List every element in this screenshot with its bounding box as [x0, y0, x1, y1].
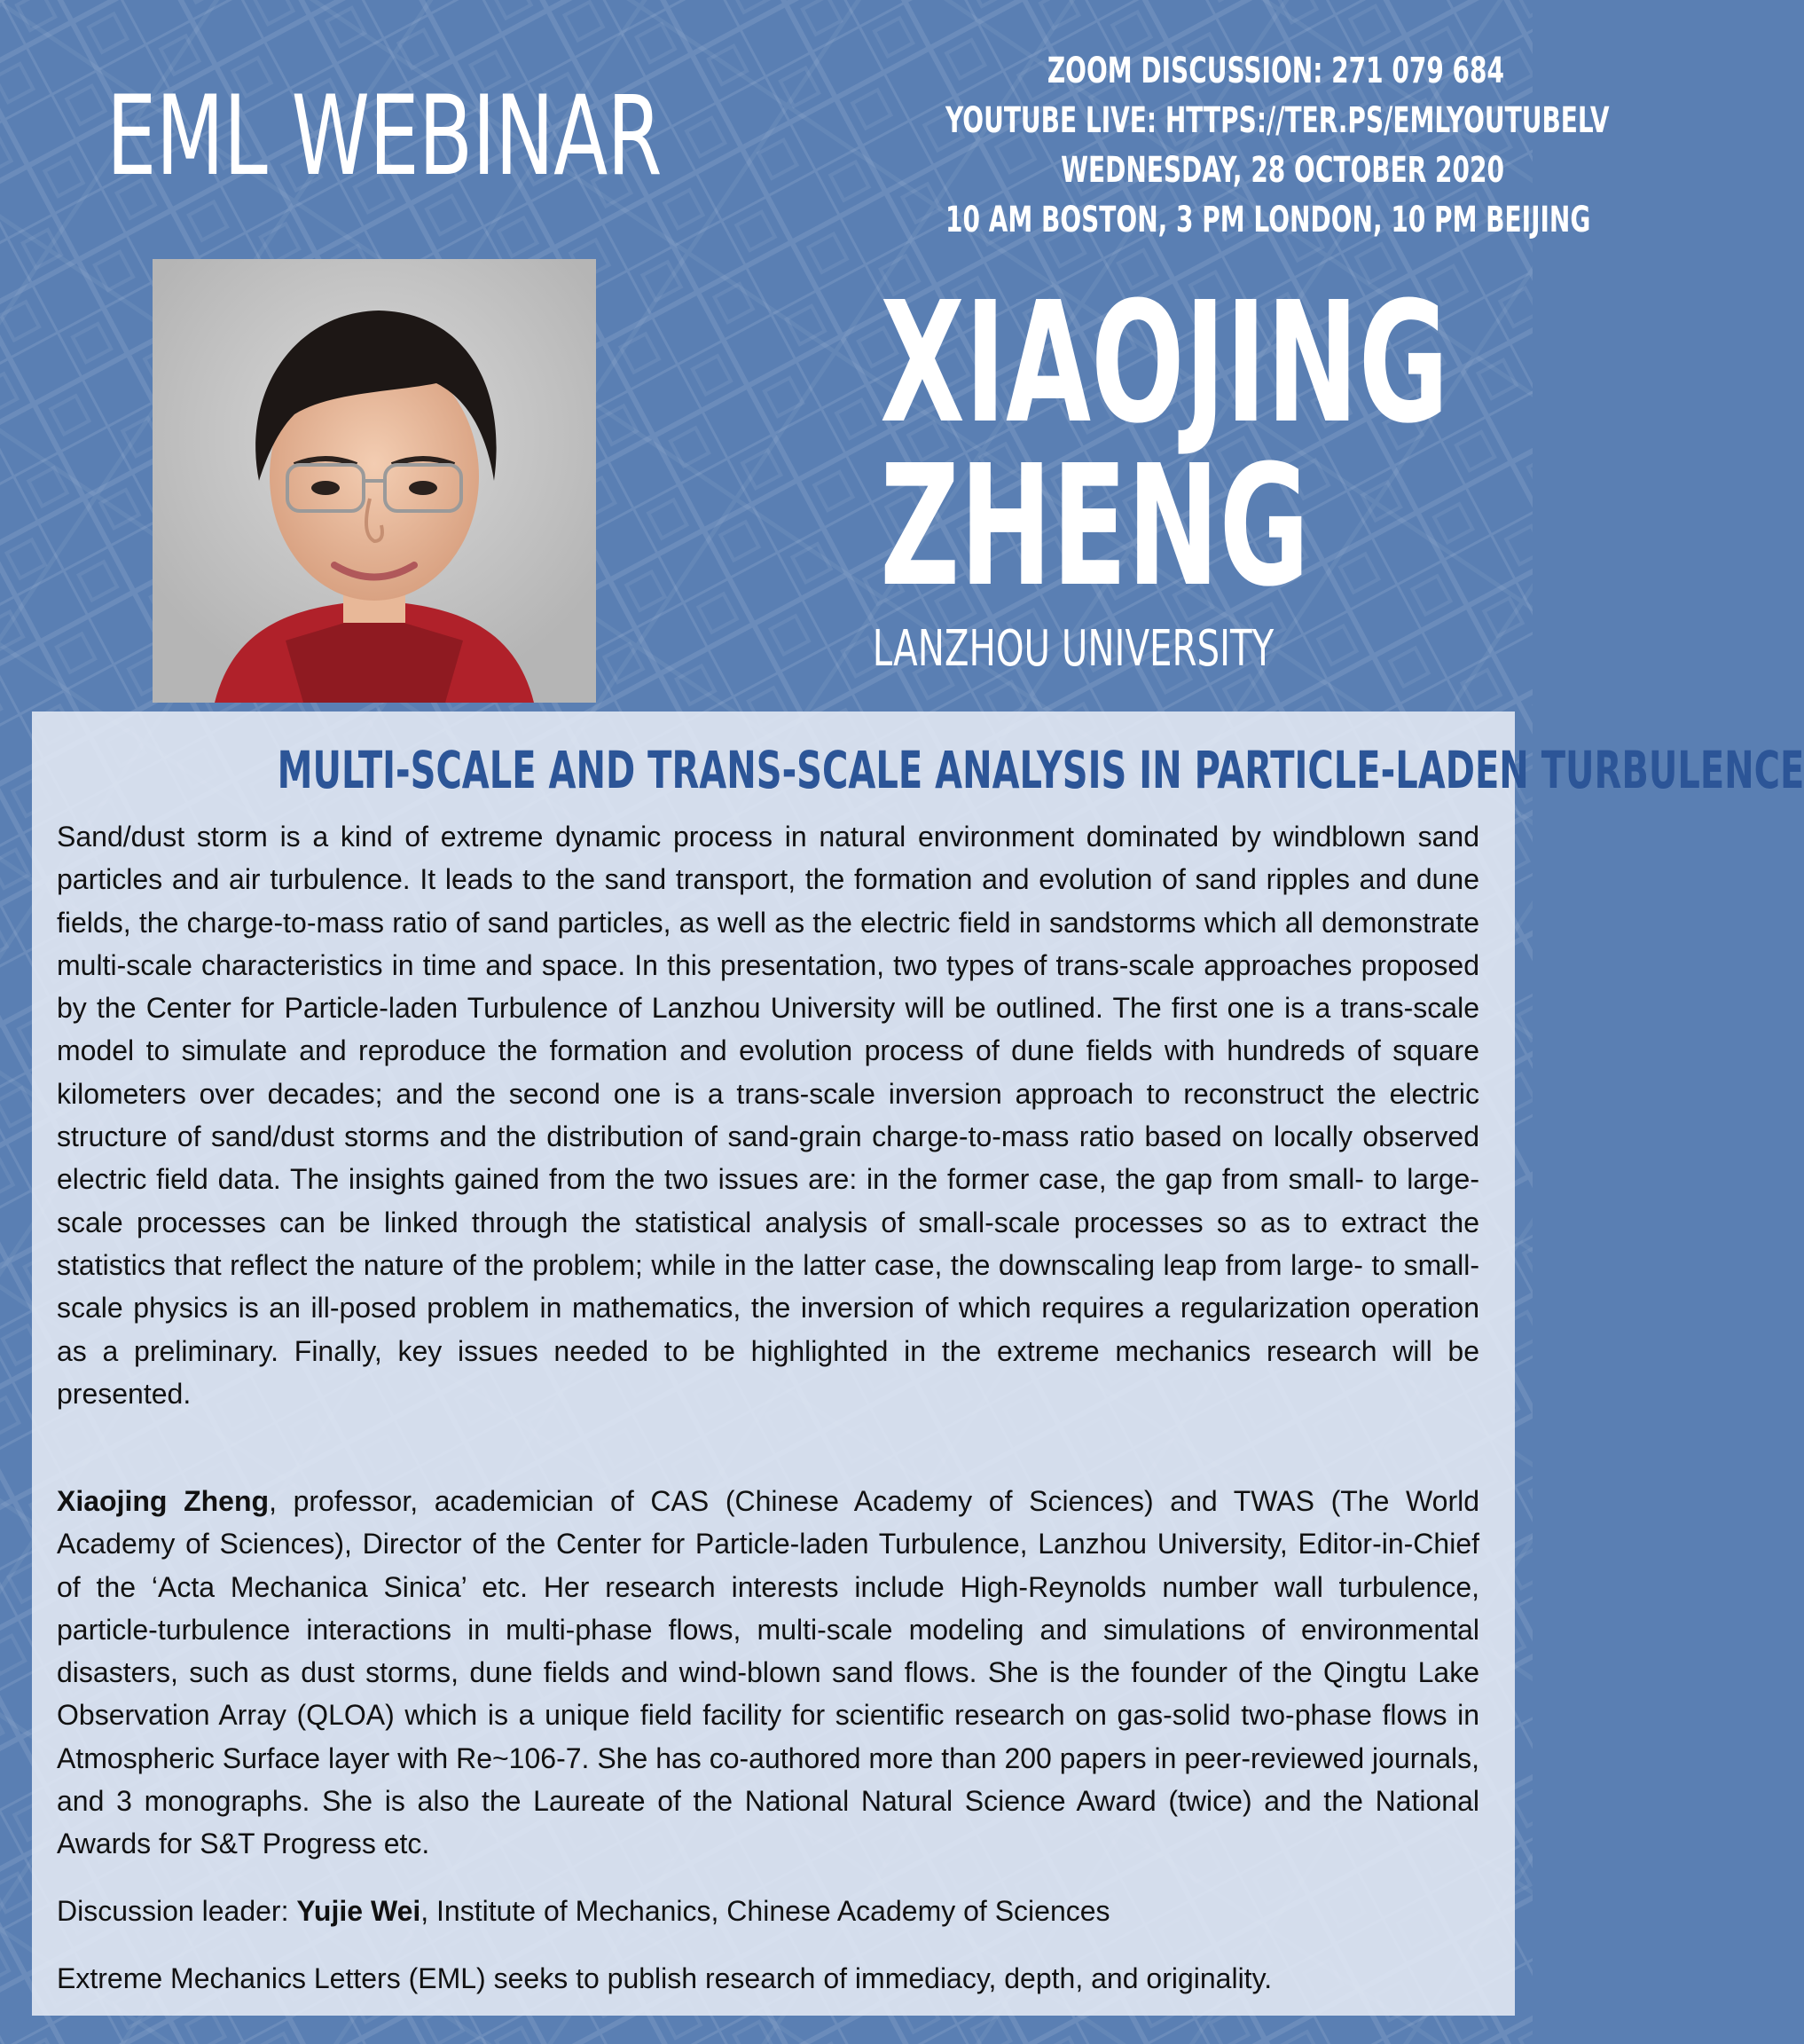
speaker-photo [153, 259, 596, 703]
speaker-bio [57, 1480, 1479, 1866]
discussion-leader [57, 1890, 1479, 1932]
discussion-label: Discussion leader: [57, 1895, 297, 1927]
journal-statement: Extreme Mechanics Letters (EML) seeks to publish research of immediacy, depth, and originality. [57, 1962, 1273, 1994]
talk-title: MULTI-SCALE AND TRANS-SCALE ANALYSIS IN PARTICLE-LADEN TURBULENCE [277, 740, 1804, 800]
speaker-name [780, 266, 1449, 624]
youtube-live-link[interactable]: YOUTUBE LIVE: HTTPS://TER.PS/EMLYOUTUBELV [945, 100, 1610, 141]
talk-abstract: Sand/dust storm is a kind of extreme dynamic process in natural environment dominated by windblown sand particles and air turbulence. It leads to the sand transport, the formation and evolution of sand ripples and dune fields, the charge-to-mass ratio of sand particles, as well as the electric field in sandstorms which all demonstrate multi-scale characteristics in time and space. In this presentation, two types of trans-scale approaches proposed by the Center for Particle-laden Turbulence of Lanzhou University will be outlined. The first one is a trans-scale model to simulate and reproduce the formation and evolution process of dune fields with hundreds of square kilometers over decades; and the second one is a trans-scale inversion approach to reconstruct the electric structure of sand/dust storms and the distribution of sand-grain charge-to-mass ratio based on locally observed electric field data. The insights gained from the two issues are: in the former case, the gap from small- to large-scale processes can be linked through the statistical analysis of small-scale processes so as to extract the statistics that reflect the nature of the problem; while in the latter case, the downscaling leap from large- to small-scale physics is an ill-posed problem in mathematics, the inversion of which requires a regularization operation as a preliminary. Finally, key issues needed to be highlighted in the extreme mechanics research will be presented. [57, 821, 1479, 1410]
bio-text: , professor, academician of CAS (Chinese Academy of Sciences) and TWAS (The World Academy of Sciences), Director of the Center for Particle-laden Turbulence, Lanzhou University, Editor-in-Chief of the ‘Acta Mechanica Sinica’ etc. Her research interests include High-Reynolds number wall turbulence, particle-turbulence interactions in multi-phase flows, multi-scale modeling and simulations of environmental disasters, such as dust storms, dune fields and wind-blown sand flows. She is the founder of the Qingtu Lake Observation Array (QLOA) which is a unique field facility for scientific research on gas-solid two-phase flows in Atmospheric Surface layer with Re~106-7. She has co-authored more than 200 papers in peer-reviewed journals, and 3 monographs. She is also the Laureate of the National Natural Science Award (twice) and the National Awards for S&T Progress etc. [57, 1485, 1480, 1860]
speaker-portrait-icon [153, 259, 596, 703]
bio-speaker-name: Xiaojing Zheng [57, 1485, 270, 1517]
event-date: WEDNESDAY, 28 OCTOBER 2020 [1061, 150, 1504, 191]
event-info [706, 46, 1610, 245]
discussion-leader-name: Yujie Wei [296, 1895, 421, 1927]
speaker-first-name: XIAOJING [880, 266, 1449, 460]
speaker-affiliation: LANZHOU UNIVERSITY [872, 620, 1275, 678]
speaker-last-name: ZHENG [880, 429, 1310, 624]
discussion-institution: , Institute of Mechanics, Chinese Academy of Sciences [420, 1895, 1110, 1927]
event-times: 10 AM BOSTON, 3 PM LONDON, 10 PM BEIJING [945, 200, 1591, 240]
zoom-discussion: ZOOM DISCUSSION: 271 079 684 [1047, 51, 1504, 91]
webinar-title: EML WEBINAR [106, 73, 662, 200]
